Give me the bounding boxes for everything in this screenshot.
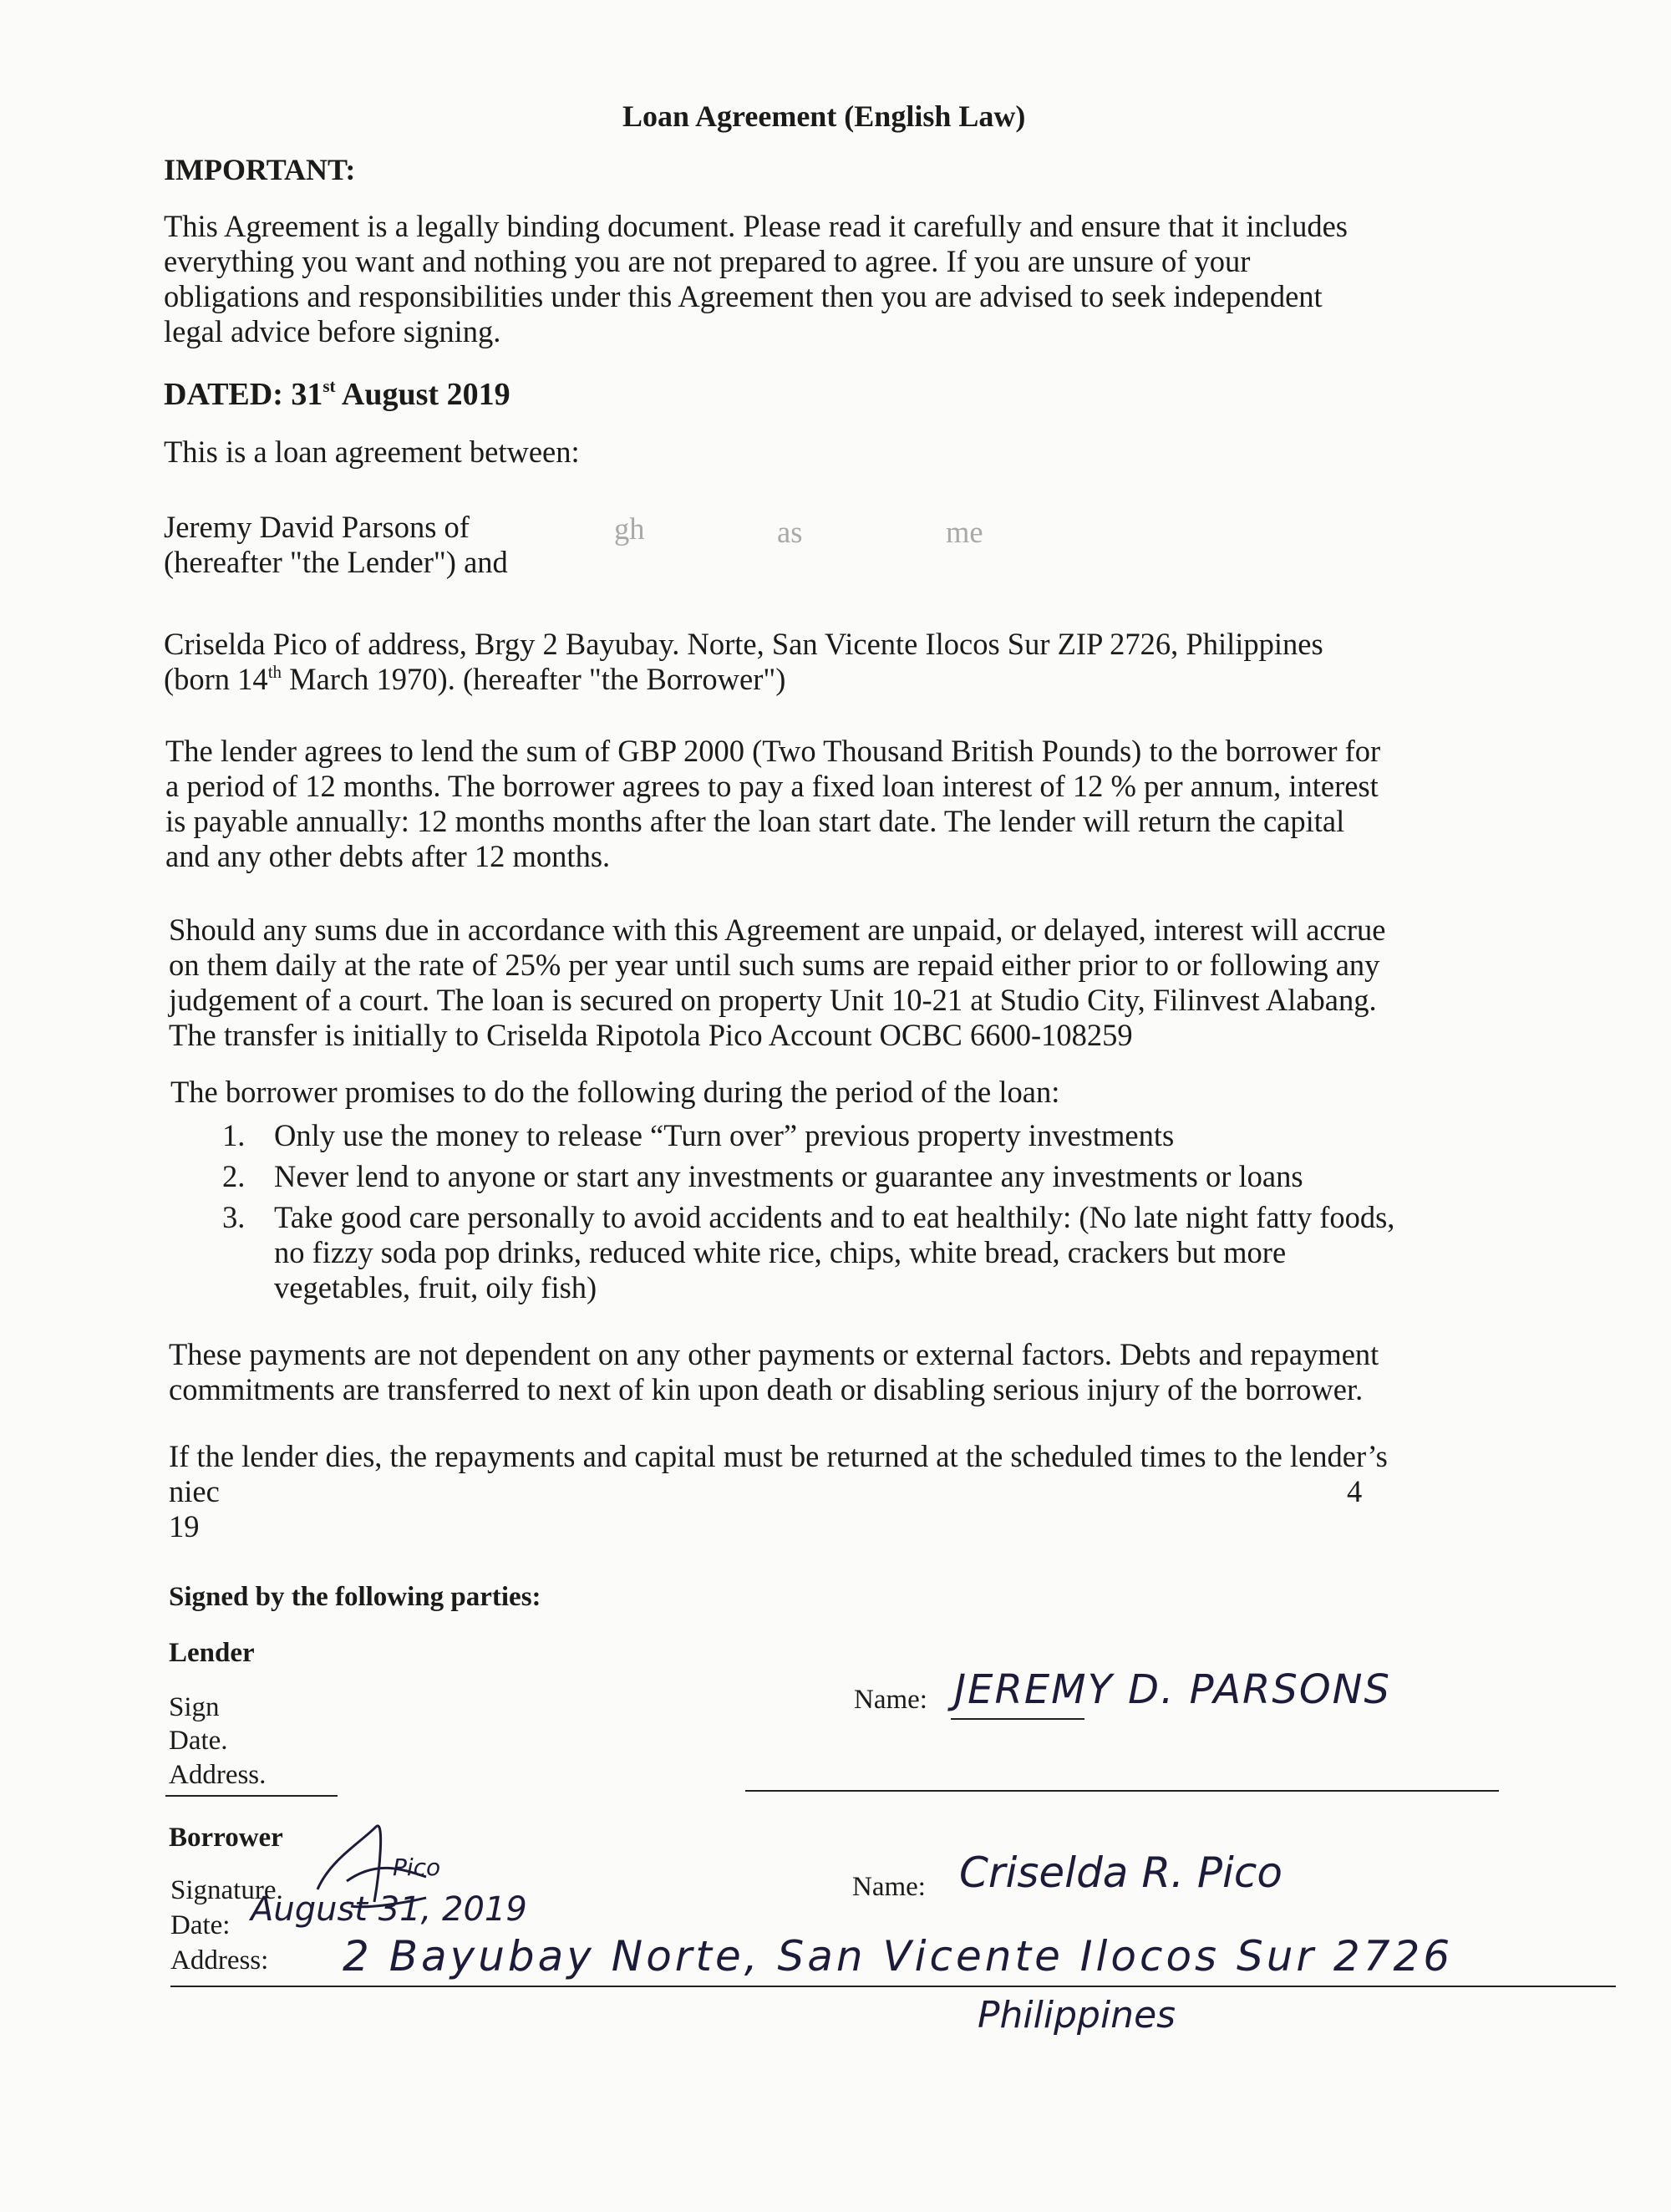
clause-line: These payments are not dependent on any other payments or external factors. Debts and repayment (169, 1337, 1379, 1371)
lender-signature-label: Sign (169, 1692, 220, 1722)
terms-line: on them daily at the rate of 25% per year until such sums are repaid either prior to or following any (169, 948, 1380, 982)
terms-line: The transfer is initially to Criselda Ripotola Pico Account OCBC 6600-108259 (169, 1018, 1133, 1052)
promises-intro: The borrower promises to do the following during the period of the loan: (170, 1075, 1060, 1109)
promises-list (164, 1118, 1394, 1311)
lender-party-line1: Jeremy David Parsons of (164, 510, 470, 544)
borrower-address-handwritten: 2 Bayubay Norte, San Vicente Ilocos Sur 2726 (343, 1932, 1454, 1981)
lender-address-rule (165, 1795, 338, 1797)
borrower-name-label: Name: (852, 1872, 926, 1902)
terms-line: The lender agrees to lend the sum of GBP 2000 (Two Thousand British Pounds) to the borrower for (165, 734, 1381, 768)
list-item: 3. Take good care personally to avoid accidents and to eat healthily: (No late night fatty foods, no fizzy soda pop drinks, reduced white rice, chips, white bread, crackers but more vegetables, fruit, oily fish) (222, 1200, 1395, 1304)
redacted-fragment: gh (614, 511, 645, 546)
redacted-fragment: me (946, 515, 983, 549)
borrower-heading: Borrower (169, 1823, 283, 1853)
borrower-signature-text: Pico (393, 1854, 441, 1881)
lender-signature-rule (745, 1790, 1499, 1792)
lender-name-handwritten: JEREMY D. PARSONS (954, 1666, 1391, 1713)
borrower-party-line2: (born 14th March 1970). (hereafter "the Borrower") (164, 662, 786, 696)
important-notice (164, 209, 1348, 349)
lender-name-underline (951, 1718, 1084, 1720)
clause-line: 19 (169, 1509, 200, 1543)
list-item: 2. Never lend to anyone or start any investments or guarantee any investments or loans (222, 1159, 1303, 1193)
redacted-fragment: as (777, 515, 803, 549)
terms-line: and any other debts after 12 months. (165, 839, 611, 873)
death-clause (169, 1439, 1388, 1544)
signed-heading: Signed by the following parties: (169, 1582, 541, 1612)
borrower-address-label: Address: (170, 1945, 269, 1976)
borrower-signature-label: Signature. (170, 1875, 283, 1905)
borrower-address-rule (170, 1986, 1616, 1987)
death-clause-fragment: 4 (1347, 1474, 1363, 1508)
lender-date-label: Date. (169, 1726, 228, 1756)
lender-party (164, 510, 508, 580)
terms-line: is payable annually: 12 months months after the loan start date. The lender will return the capital (165, 804, 1345, 838)
borrower-date-label: Date: (170, 1910, 231, 1940)
clause-line: commitments are transferred to next of kin upon death or disabling serious injury of the borrower. (169, 1372, 1364, 1406)
late-payment-terms (169, 913, 1386, 1053)
clause-line: niec (169, 1474, 220, 1508)
between-intro: This is a loan agreement between: (164, 435, 580, 469)
important-heading: IMPORTANT: (164, 153, 356, 186)
notice-line: This Agreement is a legally binding document. Please read it carefully and ensure that it includes (164, 209, 1348, 243)
lender-address-label: Address. (169, 1760, 267, 1790)
lender-heading: Lender (169, 1638, 255, 1668)
list-item: 1. Only use the money to release “Turn over” previous property investments (222, 1118, 1175, 1152)
borrower-party-line1: Criselda Pico of address, Brgy 2 Bayubay. Norte, San Vicente Ilocos Sur ZIP 2726, Philippines (164, 627, 1323, 661)
borrower-name-handwritten: Criselda R. Pico (959, 1848, 1282, 1897)
notice-line: obligations and responsibilities under this Agreement then you are advised to seek independent (164, 279, 1323, 313)
terms-line: a period of 12 months. The borrower agrees to pay a fixed loan interest of 12 % per annum, interest (165, 769, 1379, 803)
loan-terms (165, 734, 1380, 874)
terms-line: judgement of a court. The loan is secured on property Unit 10-21 at Studio City, Filinvest Alabang. (169, 983, 1377, 1017)
document-title: Loan Agreement (English Law) (622, 99, 1026, 133)
terms-line: Should any sums due in accordance with this Agreement are unpaid, or delayed, interest will accrue (169, 913, 1386, 947)
clause-line: If the lender dies, the repayments and capital must be returned at the scheduled times to the lender’s (169, 1439, 1388, 1473)
agreement-date: DATED: 31st August 2019 (164, 376, 510, 412)
borrower-address-handwritten-line2: Philippines (978, 1994, 1176, 2037)
lender-party-line2: (hereafter "the Lender") and (164, 545, 508, 579)
notice-line: everything you want and nothing you are not prepared to agree. If you are unsure of your (164, 244, 1251, 278)
notice-line: legal advice before signing. (164, 314, 501, 348)
borrower-date-handwritten: August 31, 2019 (251, 1890, 527, 1929)
borrower-party (164, 627, 1323, 697)
independence-clause (169, 1337, 1379, 1407)
lender-name-label: Name: (854, 1685, 927, 1715)
